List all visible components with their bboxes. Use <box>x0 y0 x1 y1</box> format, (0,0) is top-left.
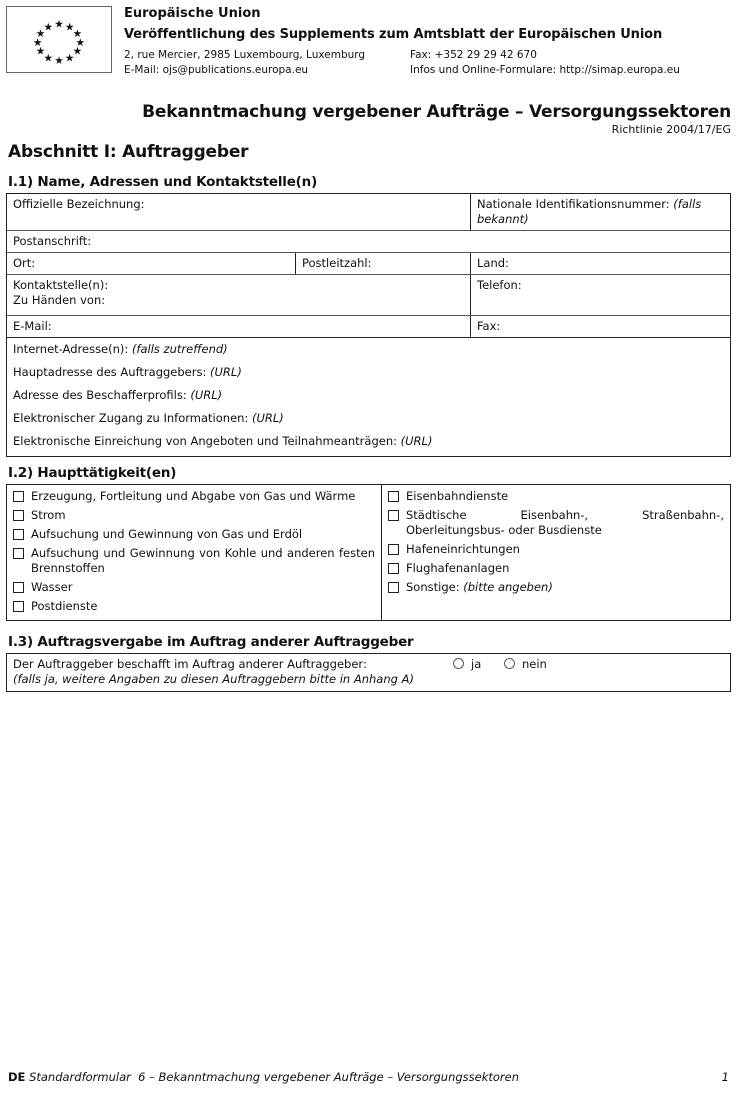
checkbox-icon[interactable] <box>388 491 399 502</box>
svg-text:★: ★ <box>43 51 54 65</box>
activity-label: Aufsuchung und Gewinnung von Kohle und anderen festen Brennstoffen <box>31 546 375 575</box>
activity-urban-transport[interactable] <box>388 508 724 537</box>
svg-text:★: ★ <box>64 20 75 34</box>
svg-text:★: ★ <box>75 35 86 49</box>
official-name-field[interactable] <box>7 194 470 230</box>
activity-gas-oil[interactable] <box>13 527 375 542</box>
header-info-link[interactable]: Infos und Online-Formulare: http://simap.europa.eu <box>410 64 680 76</box>
town-field[interactable] <box>7 253 295 274</box>
url-buyer-profile-note: (URL) <box>190 388 223 402</box>
radio-yes-label: ja <box>471 657 482 671</box>
official-name-label: Offizielle Bezeichnung: <box>13 197 145 211</box>
activity-postal[interactable] <box>13 599 375 614</box>
activity-port[interactable] <box>388 542 724 557</box>
activity-label: Hafeneinrichtungen <box>406 541 520 556</box>
url-submission-note: (URL) <box>400 434 433 448</box>
radio-icon[interactable] <box>504 658 515 669</box>
i1-title: I.1) Name, Adressen und Kontaktstelle(n) <box>8 174 318 190</box>
row-contact <box>7 274 730 315</box>
contact-points-label: Kontaktstelle(n): <box>13 278 109 292</box>
fax-label: Fax: <box>477 319 501 333</box>
activity-railway[interactable] <box>388 489 724 504</box>
behalf-table <box>6 653 731 692</box>
checkbox-icon[interactable] <box>13 529 24 540</box>
activity-electricity[interactable] <box>13 508 375 523</box>
contact-table <box>6 193 731 457</box>
document-title: Bekanntmachung vergebener Aufträge – Versorgungssektoren <box>142 102 731 122</box>
activity-water[interactable] <box>13 580 375 595</box>
checkbox-icon[interactable] <box>13 510 24 521</box>
checkbox-icon[interactable] <box>388 563 399 574</box>
country-label: Land: <box>477 256 509 270</box>
svg-text:★: ★ <box>64 51 75 65</box>
postal-address-field[interactable] <box>7 231 730 252</box>
eu-stars-icon <box>7 7 111 72</box>
row-official-name <box>7 194 730 230</box>
activity-coal[interactable] <box>13 546 375 575</box>
header-publication: Veröffentlichung des Supplements zum Amtsblatt der Europäischen Union <box>124 27 663 42</box>
url-submission-label: Elektronische Einreichung von Angeboten und Teilnahmeanträgen: <box>13 434 397 448</box>
header-address: 2, rue Mercier, 2985 Luxembourg, Luxemburg <box>124 49 366 61</box>
activity-label: Postdienste <box>31 598 98 613</box>
attention-label: Zu Händen von: <box>13 293 106 307</box>
svg-text:★: ★ <box>72 27 83 41</box>
svg-text:★: ★ <box>72 44 83 58</box>
national-id-note: (falls bekannt) <box>477 197 702 226</box>
activity-other[interactable] <box>388 580 724 595</box>
fax-field[interactable] <box>470 316 730 337</box>
url-main-note: (URL) <box>210 365 242 379</box>
email-label: E-Mail: <box>13 319 52 333</box>
email-field[interactable] <box>7 316 470 337</box>
url-main[interactable] <box>13 364 724 381</box>
i3-title: I.3) Auftragsvergabe im Auftrag anderer Auftraggeber <box>8 634 414 650</box>
checkbox-icon[interactable] <box>13 582 24 593</box>
url-main-label: Hauptadresse des Auftraggebers: <box>13 365 207 379</box>
internet-field[interactable] <box>7 338 730 456</box>
checkbox-icon[interactable] <box>13 601 24 612</box>
activity-label: Aufsuchung und Gewinnung von Gas und Erdöl <box>31 527 303 541</box>
header-fax: Fax: +352 29 29 42 670 <box>410 49 537 61</box>
activity-label: Erzeugung, Fortleitung und Abgabe von Gas und Wärme <box>31 489 356 503</box>
activities-right-column <box>381 485 730 620</box>
url-submission[interactable] <box>13 433 724 450</box>
url-info-access[interactable] <box>13 410 724 427</box>
checkbox-icon[interactable] <box>13 491 24 502</box>
footer-lang: DE <box>8 1070 26 1084</box>
footer <box>8 1070 519 1084</box>
radio-icon[interactable] <box>453 658 464 669</box>
i2-title: I.2) Haupttätigkeit(en) <box>8 465 177 481</box>
svg-text:★: ★ <box>35 27 46 41</box>
activity-label: Sonstige: <box>406 579 460 594</box>
activity-label: Strom <box>31 508 66 522</box>
row-town <box>7 252 730 274</box>
footer-text: Standardformular 6 – Bekanntmachung vergebener Aufträge – Versorgungssektoren <box>29 1070 520 1084</box>
header-email[interactable]: E-Mail: ojs@publications.europa.eu <box>124 64 309 76</box>
internet-label: Internet-Adresse(n): <box>13 342 129 356</box>
checkbox-icon[interactable] <box>388 544 399 555</box>
behalf-question: Der Auftraggeber beschafft im Auftrag anderer Auftraggeber: <box>13 657 367 671</box>
activity-gas-heat[interactable] <box>13 489 375 504</box>
internet-note: (falls zutreffend) <box>131 342 228 356</box>
radio-no[interactable] <box>504 657 547 672</box>
radio-no-label: nein <box>522 657 547 671</box>
activity-label: Städtische Eisenbahn-, Straßenbahn-, Oberleitungsbus- oder Busdienste <box>406 508 724 537</box>
radio-yes[interactable] <box>453 657 481 672</box>
checkbox-icon[interactable] <box>388 510 399 521</box>
row-internet <box>7 337 730 456</box>
row-postal-address <box>7 230 730 252</box>
telephone-label: Telefon: <box>477 278 522 292</box>
checkbox-icon[interactable] <box>13 548 24 559</box>
svg-text:★: ★ <box>54 54 64 68</box>
url-info-access-label: Elektronischer Zugang zu Informationen: <box>13 411 249 425</box>
national-id-field[interactable] <box>470 194 730 230</box>
svg-text:★: ★ <box>43 20 54 34</box>
url-buyer-profile-label: Adresse des Beschafferprofils: <box>13 388 187 402</box>
svg-text:★: ★ <box>35 44 46 58</box>
postal-code-field[interactable] <box>295 253 470 274</box>
page-number: 1 <box>721 1070 729 1084</box>
postal-address-label: Postanschrift: <box>13 234 92 248</box>
url-info-access-note: (URL) <box>251 411 284 425</box>
header-org: Europäische Union <box>124 6 261 21</box>
town-label: Ort: <box>13 256 36 270</box>
national-id-label: Nationale Identifikationsnummer: <box>477 197 670 211</box>
eu-flag-logo <box>6 6 112 73</box>
svg-text:★: ★ <box>54 17 64 31</box>
section-title: Abschnitt I: Auftraggeber <box>8 142 249 162</box>
telephone-field[interactable] <box>470 275 730 315</box>
behalf-note: (falls ja, weitere Angaben zu diesen Auftraggebern bitte in Anhang A) <box>13 672 414 686</box>
activities-table <box>6 484 731 621</box>
contact-field[interactable] <box>7 275 470 315</box>
activity-label: Eisenbahndienste <box>406 489 509 503</box>
activity-label: Flughafenanlagen <box>406 560 510 575</box>
checkbox-icon[interactable] <box>388 582 399 593</box>
url-buyer-profile[interactable] <box>13 387 724 404</box>
svg-text:★: ★ <box>32 35 43 49</box>
activity-other-note: (bitte angeben) <box>463 579 553 594</box>
postal-code-label: Postleitzahl: <box>302 256 372 270</box>
activity-airport[interactable] <box>388 561 724 576</box>
activity-label: Wasser <box>31 579 73 594</box>
row-email <box>7 315 730 337</box>
document-directive: Richtlinie 2004/17/EG <box>611 123 731 136</box>
country-field[interactable] <box>470 253 730 274</box>
activities-left-column <box>7 485 381 620</box>
